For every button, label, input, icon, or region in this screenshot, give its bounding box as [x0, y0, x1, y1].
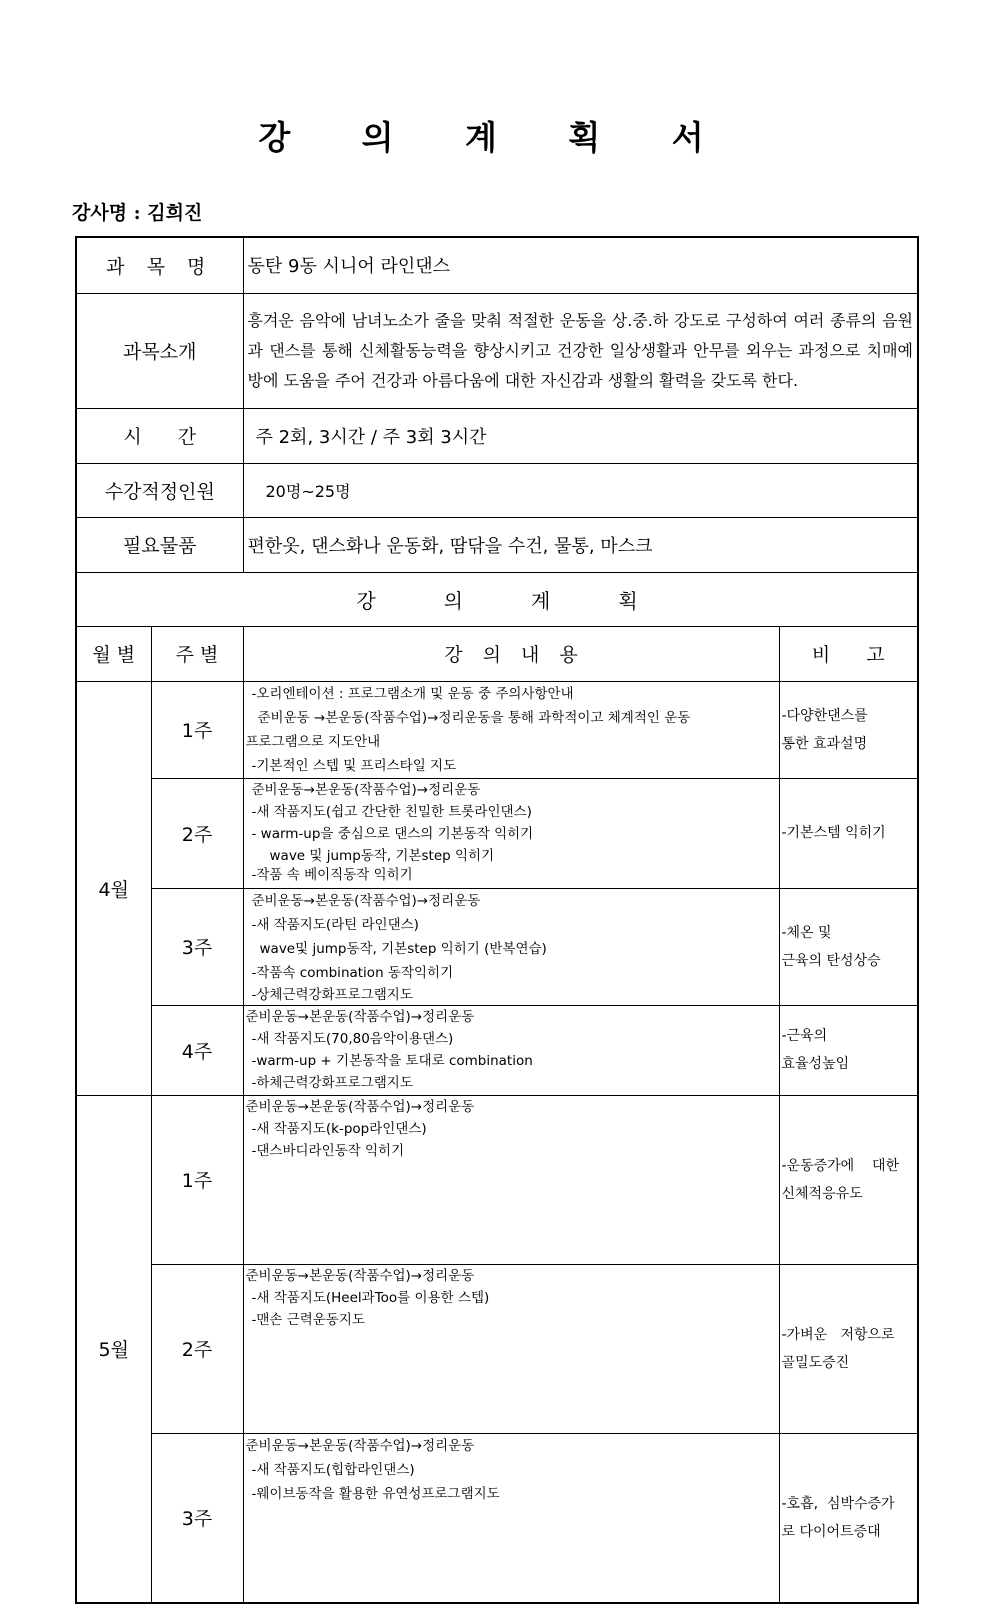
note-cell: -체온 및 근육의 탄성상승 — [779, 888, 918, 1005]
content-cell: 준비운동→본운동(작품수업)→정리운동 -새 작품지도(k-pop라인댄스) -댄스바디라인동작 익히기 — [243, 1095, 779, 1264]
week-cell: 1주 — [151, 1095, 243, 1264]
content-cell: 준비운동→본운동(작품수업)→정리운동 -새 작품지도(Heel과Too를 이용한 스텝) -맨손 근력운동지도 — [243, 1264, 779, 1433]
week-cell: 2주 — [151, 1264, 243, 1433]
content-cell: 준비운동→본운동(작품수업)→정리운동 -새 작품지도(라틴 라인댄스) wave및 jump동작, 기본step 익히기 (반복연습) -작품속 combination 동작익히기 -상체근력강화프로그램지도 — [243, 888, 779, 1005]
capacity-label: 수강적정인원 — [76, 463, 243, 517]
note-cell: -다양한댄스를 통한 효과설명 — [779, 681, 918, 778]
table-row — [76, 1005, 918, 1095]
week-cell: 4주 — [151, 1005, 243, 1095]
week-cell: 1주 — [151, 681, 243, 778]
lecture-plan-table — [75, 236, 919, 1604]
content-cell: 준비운동→본운동(작품수업)→정리운동 -새 작품지도(쉽고 간단한 친밀한 트롯라인댄스) - warm-up을 중심으로 댄스의 기본동작 익히기 wave 및 jump동작, 기본step 익히기 -작품 속 베이직동작 익히기 — [243, 778, 779, 888]
content-cell: 준비운동→본운동(작품수업)→정리운동 -새 작품지도(힙합라인댄스) -웨이브동작을 활용한 유연성프로그램지도 — [243, 1433, 779, 1603]
supplies-label: 필요물품 — [76, 517, 243, 572]
time-label: 시 간 — [76, 408, 243, 463]
time-value: 주 2회, 3시간 / 주 3회 3시간 — [243, 408, 918, 463]
note-cell: -근육의 효율성높임 — [779, 1005, 918, 1095]
plan-section-title: 강 의 계 획 — [76, 572, 918, 626]
table-row — [76, 1095, 918, 1264]
week-cell: 3주 — [151, 1433, 243, 1603]
table-row — [76, 1433, 918, 1603]
instructor-name: 강사명 : 김희진 — [72, 202, 203, 224]
table-row — [76, 888, 918, 1005]
column-header-note: 비 고 — [779, 626, 918, 681]
note-cell: -가벼운 저항으로 골밀도증진 — [779, 1264, 918, 1433]
week-cell: 3주 — [151, 888, 243, 1005]
table-row — [76, 778, 918, 888]
note-cell: -운동증가에 대한 신체적응유도 — [779, 1095, 918, 1264]
column-header-month: 월 별 — [76, 626, 151, 681]
table-row — [76, 1264, 918, 1433]
content-cell: -오리엔테이션 : 프로그램소개 및 운동 중 주의사항안내 준비운동 →본운동(작품수업)→정리운동을 통해 과학적이고 체계적인 운동 프로그램으로 지도안내 -기본적인 스텝 및 프리스타일 지도 — [243, 681, 779, 778]
supplies-value: 편한옷, 댄스화나 운동화, 땀닦을 수건, 물통, 마스크 — [243, 517, 918, 572]
month-cell: 4월 — [76, 681, 151, 1095]
capacity-value: 20명~25명 — [243, 463, 918, 517]
course-name-label: 과 목 명 — [76, 237, 243, 293]
week-cell: 2주 — [151, 778, 243, 888]
note-cell: -호흡, 심박수증가 로 다이어트증대 — [779, 1433, 918, 1603]
note-cell: -기본스템 익히기 — [779, 778, 918, 888]
content-cell: 준비운동→본운동(작품수업)→정리운동 -새 작품지도(70,80음악이용댄스) -warm-up + 기본동작을 토대로 combination -하체근력강화프로그램지도 — [243, 1005, 779, 1095]
course-intro-value: 흥겨운 음악에 남녀노소가 줄을 맞춰 적절한 운동을 상.중.하 강도로 구성하여 여러 종류의 음원과 댄스를 통해 신체활동능력을 향상시키고 건강한 일상생활과 안무를 외우는 과정으로 치매예방에 도움을 주어 건강과 아름다움에 대한 자신감과 생활의 활력을 갖도록 한다. — [243, 293, 918, 408]
page-title: 강 의 계 획 서 — [258, 118, 734, 157]
course-intro-label: 과목소개 — [76, 293, 243, 408]
month-cell: 5월 — [76, 1095, 151, 1603]
table-row — [76, 681, 918, 778]
column-header-week: 주 별 — [151, 626, 243, 681]
column-header-content: 강 의 내 용 — [243, 626, 779, 681]
course-name-value: 동탄 9동 시니어 라인댄스 — [243, 237, 918, 293]
